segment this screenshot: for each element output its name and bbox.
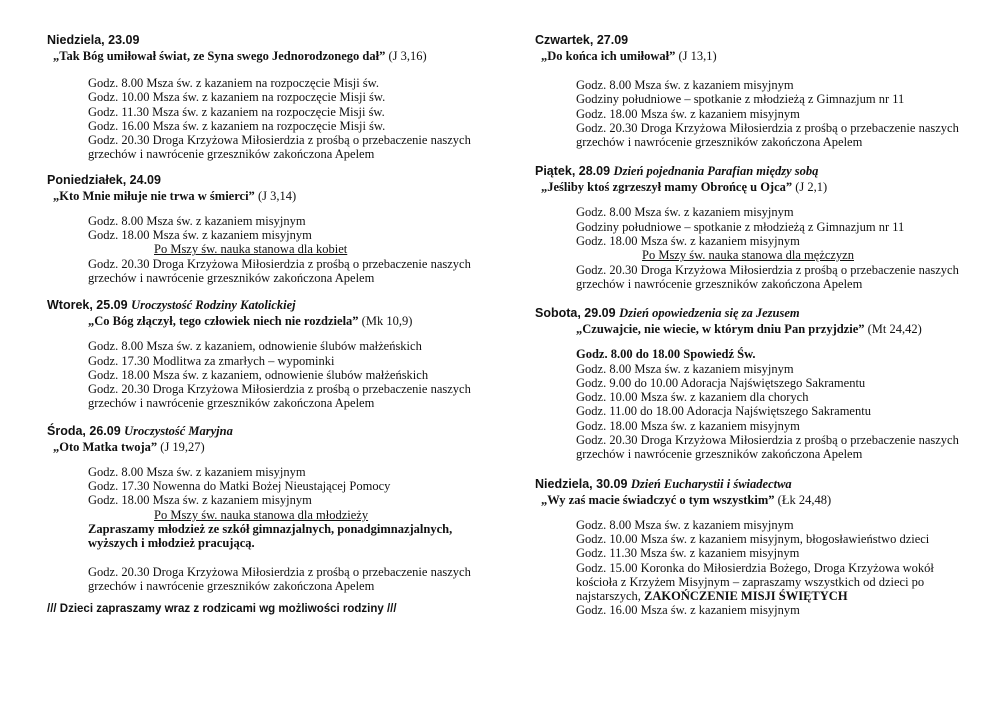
confession-item: Godz. 8.00 do 18.00 Spowiedź Św.: [576, 347, 756, 362]
schedule-item: Godz. 20.30 Droga Krzyżowa Miłosierdzia z prośbą o przebaczenie naszych grzechów i nawrócenie grzeszników zakończona Apelem: [576, 262, 959, 291]
schedule-item: Godz. 11.30 Msza św. z kazaniem na rozpoczęcie Misji św.: [88, 104, 385, 119]
schedule-list: [535, 78, 975, 149]
schedule-item: Godz. 11.00 do 18.00 Adoracja Najświętszego Sakramentu: [576, 404, 871, 419]
schedule-item: Godz. 10.00 Msza św. z kazaniem na rozpoczęcie Misji św.: [88, 90, 386, 105]
schedule-item: Godz. 8.00 Msza św. z kazaniem misyjnym: [576, 205, 794, 220]
youth-invitation: Zapraszamy młodzież ze szkół gimnazjalnych, ponadgimnazjalnych, wyższych i młodzież pracującą.: [88, 521, 453, 551]
day-heading: Wtorek, 25.09 Uroczystość Rodziny Katolickiej: [47, 298, 296, 313]
schedule-item: Godz. 18.00 Msza św. z kazaniem misyjnym: [88, 493, 312, 508]
schedule-item: Godz. 18.00 Msza św. z kazaniem misyjnym: [576, 106, 800, 121]
day-heading: Niedziela, 23.09: [47, 33, 140, 47]
schedule-item: Godz. 17.30 Modlitwa za zmarłych – wypominki: [88, 353, 335, 368]
day-section: [535, 476, 975, 618]
day-quote: „Co Bóg złączył, tego człowiek niech nie rozdziela” (Mk 10,9): [88, 314, 413, 329]
mission-closing: ZAKOŃCZENIE MISJI ŚWIĘTYCH: [644, 589, 848, 604]
day-heading: Środa, 26.09 Uroczystość Maryjna: [47, 423, 233, 438]
schedule-item: Godziny południowe – spotkanie z młodzieżą z Gimnazjum nr 11: [576, 92, 905, 107]
day-section: [47, 32, 487, 162]
closing-procession-text: Godz. 15.00 Koronka do Miłosierdzia Bożego, Droga Krzyżowa wokół kościoła z Krzyżem Misyjnym – zapraszamy wszystkich od dzieci po najstarszych,: [576, 560, 934, 604]
left-column: [47, 32, 487, 617]
schedule-item: Godz. 8.00 Msza św. z kazaniem misyjnym: [88, 464, 306, 479]
schedule-item: Godz. 10.00 Msza św. z kazaniem misyjnym, błogosławieństwo dzieci: [576, 531, 930, 546]
schedule-item: Godz. 8.00 Msza św. z kazaniem misyjnym: [88, 213, 306, 228]
day-quote: „Jeśliby ktoś zgrzeszył mamy Obrońcę u Ojca” (J 2,1): [541, 180, 828, 195]
schedule-item: Godz. 8.00 Msza św. z kazaniem, odnowienie ślubów małżeńskich: [88, 339, 422, 354]
schedule-item: Godz. 20.30 Droga Krzyżowa Miłosierdzia z prośbą o przebaczenie naszych grzechów i nawrócenie grzeszników zakończona Apelem: [88, 564, 471, 593]
day-quote: „Oto Matka twoja” (J 19,27): [53, 439, 205, 454]
day-section: [47, 172, 487, 285]
day-heading: Czwartek, 27.09: [535, 33, 629, 47]
schedule-item: Godz. 8.00 Msza św. z kazaniem misyjnym: [576, 361, 794, 376]
schedule-item: Godz. 8.00 Msza św. z kazaniem misyjnym: [576, 78, 794, 92]
schedule-item: Godz. 18.00 Msza św. z kazaniem misyjnym: [576, 418, 800, 433]
schedule-item: Godz. 17.30 Nowenna do Matki Bożej Nieustającej Pomocy: [88, 479, 391, 494]
day-heading: Piątek, 28.09 Dzień pojednania Parafian między sobą: [535, 164, 819, 179]
schedule-item: Godz. 20.30 Droga Krzyżowa Miłosierdzia z prośbą o przebaczenie naszych grzechów i nawrócenie grzeszników zakończona Apelem: [88, 256, 471, 285]
schedule-item: Godz. 9.00 do 10.00 Adoracja Najświętszego Sakramentu: [576, 375, 866, 390]
schedule-list: [535, 205, 975, 291]
schedule-list: [47, 214, 487, 285]
schedule-list: [47, 76, 487, 162]
schedule-item: Godz. 20.30 Droga Krzyżowa Miłosierdzia z prośbą o przebaczenie naszych grzechów i nawrócenie grzeszników zakończona Apelem: [576, 120, 959, 150]
schedule-item: Godziny południowe – spotkanie z młodzieżą z Gimnazjum nr 11: [576, 219, 905, 234]
schedule-list: [47, 465, 487, 593]
schedule-item: Godz. 10.00 Msza św. z kazaniem dla chorych: [576, 390, 809, 405]
schedule-item: Godz. 16.00 Msza św. z kazaniem na rozpoczęcie Misji św.: [88, 118, 386, 133]
schedule-list: [47, 339, 487, 410]
schedule-item: Godz. 16.00 Msza św. z kazaniem misyjnym: [576, 603, 800, 618]
schedule-item: Godz. 11.30 Msza św. z kazaniem misyjnym: [576, 546, 800, 561]
schedule-item: Godz. 18.00 Msza św. z kazaniem misyjnym: [576, 234, 800, 249]
schedule-item: [576, 561, 975, 604]
footer-note: /// Dzieci zapraszamy wraz z rodzicami wg możliwości rodziny ///: [47, 603, 397, 616]
schedule-item-underlined: Po Mszy św. nauka stanowa dla młodzieży: [154, 507, 369, 522]
day-quote: „Do końca ich umiłował” (J 13,1): [541, 49, 717, 63]
day-heading: Sobota, 29.09 Dzień opowiedzenia się za Jezusem: [535, 306, 800, 321]
schedule-item: Godz. 8.00 Msza św. z kazaniem na rozpoczęcie Misji św.: [88, 76, 379, 90]
day-heading: Poniedziałek, 24.09: [47, 172, 161, 187]
schedule-item: Godz. 18.00 Msza św. z kazaniem, odnowienie ślubów małżeńskich: [88, 367, 429, 382]
day-quote: „Kto Mnie miłuje nie trwa w śmierci” (J 3,14): [53, 188, 297, 203]
schedule-item: Godz. 18.00 Msza św. z kazaniem misyjnym: [88, 228, 312, 243]
schedule-list: [535, 347, 975, 461]
day-section: [535, 163, 975, 291]
day-section: [47, 423, 487, 593]
day-quote: „Tak Bóg umiłował świat, ze Syna swego Jednorodzonego dał” (J 3,16): [53, 49, 427, 63]
schedule-item: Godz. 20.30 Droga Krzyżowa Miłosierdzia z prośbą o przebaczenie naszych grzechów i nawrócenie grzeszników zakończona Apelem: [88, 382, 471, 411]
schedule-item-underlined: Po Mszy św. nauka stanowa dla kobiet: [154, 242, 348, 257]
day-section: [535, 305, 975, 461]
day-section: [47, 297, 487, 410]
schedule-item: Godz. 20.30 Droga Krzyżowa Miłosierdzia z prośbą o przebaczenie naszych grzechów i nawrócenie grzeszników zakończona Apelem: [576, 433, 959, 462]
day-quote: „Wy zaś macie świadczyć o tym wszystkim” (Łk 24,48): [541, 492, 832, 507]
day-quote: „Czuwajcie, nie wiecie, w którym dniu Pan przyjdzie” (Mt 24,42): [576, 322, 922, 337]
schedule-list: [535, 518, 975, 618]
right-column: [535, 32, 975, 618]
day-heading: Niedziela, 30.09 Dzień Eucharystii i świadectwa: [535, 476, 792, 491]
day-section: [535, 32, 975, 149]
schedule-item-underlined: Po Mszy św. nauka stanowa dla mężczyzn: [642, 248, 854, 263]
schedule-item: Godz. 8.00 Msza św. z kazaniem misyjnym: [576, 517, 794, 532]
schedule-item: Godz. 20.30 Droga Krzyżowa Miłosierdzia z prośbą o przebaczenie naszych grzechów i nawrócenie grzeszników zakończona Apelem: [88, 133, 471, 162]
